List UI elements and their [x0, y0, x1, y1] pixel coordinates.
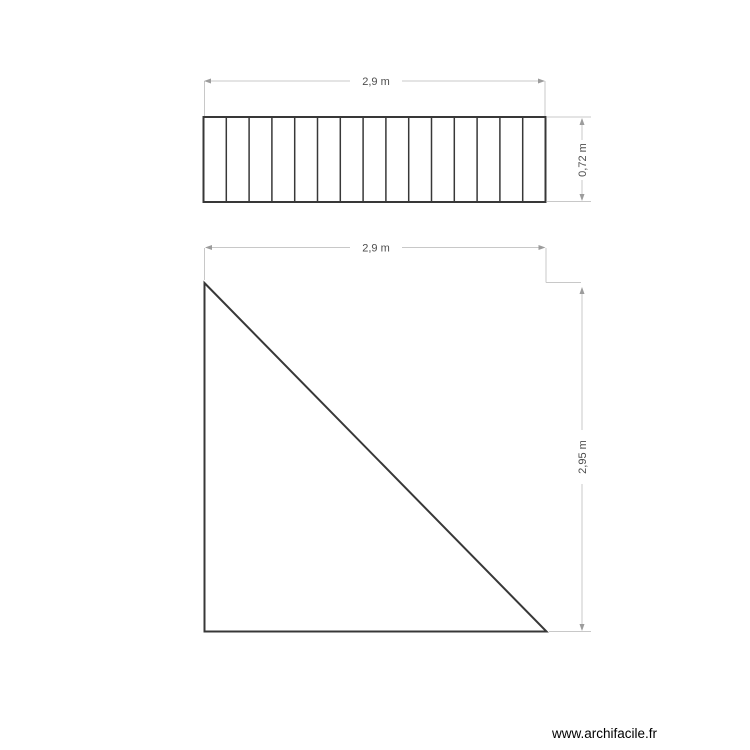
stair-width-dimension	[204, 76, 545, 116]
stair-depth-dimension	[547, 117, 591, 202]
triangle-height-label: 2,95 m	[577, 440, 589, 474]
triangle-outline[interactable]	[205, 283, 547, 632]
staircase-outline[interactable]	[204, 117, 546, 202]
arrow-right-icon	[538, 79, 545, 84]
triangle-shape[interactable]	[205, 283, 547, 632]
arrow-up-icon	[580, 287, 585, 294]
staircase-shape[interactable]	[204, 117, 546, 202]
stair-width-label: 2,9 m	[362, 76, 390, 88]
arrow-down-icon	[580, 194, 585, 201]
arrow-down-icon	[580, 624, 585, 631]
arrow-left-icon	[205, 245, 212, 250]
arrow-up-icon	[580, 118, 585, 125]
stair-depth-label: 0,72 m	[577, 143, 589, 177]
triangle-height-dimension	[549, 287, 591, 632]
archifacile-watermark: www.archifacile.fr	[552, 726, 658, 741]
arrow-left-icon	[204, 79, 211, 84]
triangle-width-dimension	[205, 243, 582, 283]
arrow-right-icon	[539, 245, 546, 250]
triangle-width-label: 2,9 m	[362, 242, 390, 255]
